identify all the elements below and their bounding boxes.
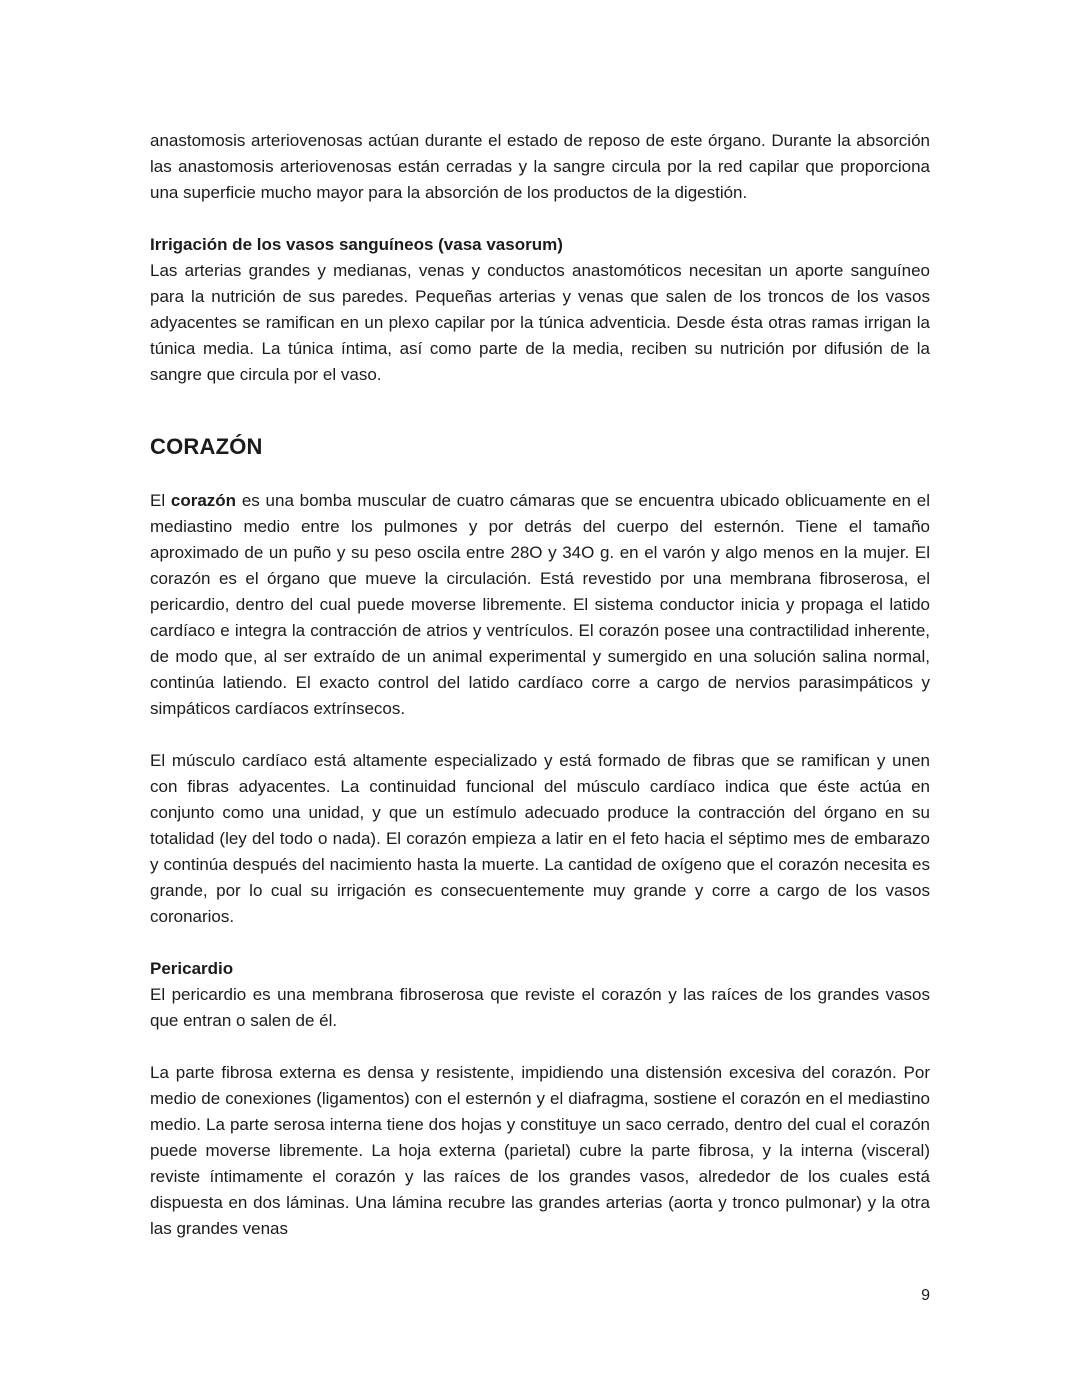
paragraph-corazon-1	[150, 488, 930, 722]
page-number: 9	[921, 1287, 930, 1304]
section-vasa-vasorum	[150, 232, 930, 388]
paragraph-pericardio-2: La parte fibrosa externa es densa y resistente, impidiendo una distensión excesiva del corazón. Por medio de conexiones (ligamentos) con el esternón y el diafragma, sostiene el corazón en el mediastino medio. La parte serosa interna tiene dos hojas y constituye un saco cerrado, dentro del cual el corazón puede moverse libremente. La hoja externa (parietal) cubre la parte fibrosa, y la interna (visceral) reviste íntimamente el corazón y las raíces de los grandes vasos, alrededor de los cuales está dispuesta en dos láminas. Una lámina recubre las grandes arterias (aorta y tronco pulmonar) y la otra las grandes venas	[150, 1063, 930, 1238]
section-pericardio	[150, 956, 930, 1034]
text-run-rest: es una bomba muscular de cuatro cámaras que se encuentra ubicado oblicuamente en el mediastino medio entre los pulmones y por detrás del cuerpo del esternón. Tiene el tamaño aproximado de un puño y su peso oscila entre 28O y 34O g. en el varón y algo menos en la mujer. El corazón es el órgano que mueve la circulación. Está revestido por una membrana fibroserosa, el pericardio, dentro del cual puede moverse libremente. El sistema conductor inicia y propaga el latido cardíaco e integra la contracción de atrios y ventrículos. El corazón posee una contractilidad inherente, de modo que, al ser extraído de un animal experimental y sumergido en una solución salina normal, continúa latiendo. El exacto control del latido cardíaco corre a cargo de nervios parasimpáticos y simpáticos cardíacos extrínsecos.	[150, 491, 930, 718]
paragraph-anastomosis: anastomosis arteriovenosas actúan durante el estado de reposo de este órgano. Durante la absorción las anastomosis arteriovenosas están cerradas y la sangre circula por la red capilar que proporciona una superficie mucho mayor para la absorción de los productos de la digestión.	[150, 131, 930, 202]
paragraph-vasa-vasorum: Las arterias grandes y medianas, venas y conductos anastomóticos necesitan un aporte sanguíneo para la nutrición de sus paredes. Pequeñas arterias y venas que salen de los troncos de los vasos adyacentes se ramifican en un plexo capilar por la túnica adventicia. Desde ésta otras ramas irrigan la túnica media. La túnica íntima, así como parte de la media, reciben su nutrición por difusión de la sangre que circula por el vaso.	[150, 261, 930, 384]
text-run-bold-corazon: corazón	[170, 491, 237, 510]
text-run-pre: El	[150, 491, 171, 510]
paragraph-pericardio-1: El pericardio es una membrana fibroserosa que reviste el corazón y las raíces de los grandes vasos que entran o salen de él.	[150, 985, 930, 1030]
heading-pericardio: Pericardio	[150, 959, 234, 978]
heading-vasa-vasorum: Irrigación de los vasos sanguíneos (vasa vasorum)	[150, 235, 563, 254]
paragraph-corazon-2: El músculo cardíaco está altamente especializado y está formado de fibras que se ramifican y unen con fibras adyacentes. La continuidad funcional del músculo cardíaco indica que éste actúa en conjunto como una unidad, y que un estímulo adecuado produce la contracción del órgano en su totalidad (ley del todo o nada). El corazón empieza a latir en el feto hacia el séptimo mes de embarazo y continúa después del nacimiento hasta la muerte. La cantidad de oxígeno que el corazón necesita es grande, por lo cual su irrigación es consecuentemente muy grande y corre a cargo de los vasos coronarios.	[150, 751, 930, 926]
heading-corazon: CORAZÓN	[150, 434, 263, 459]
